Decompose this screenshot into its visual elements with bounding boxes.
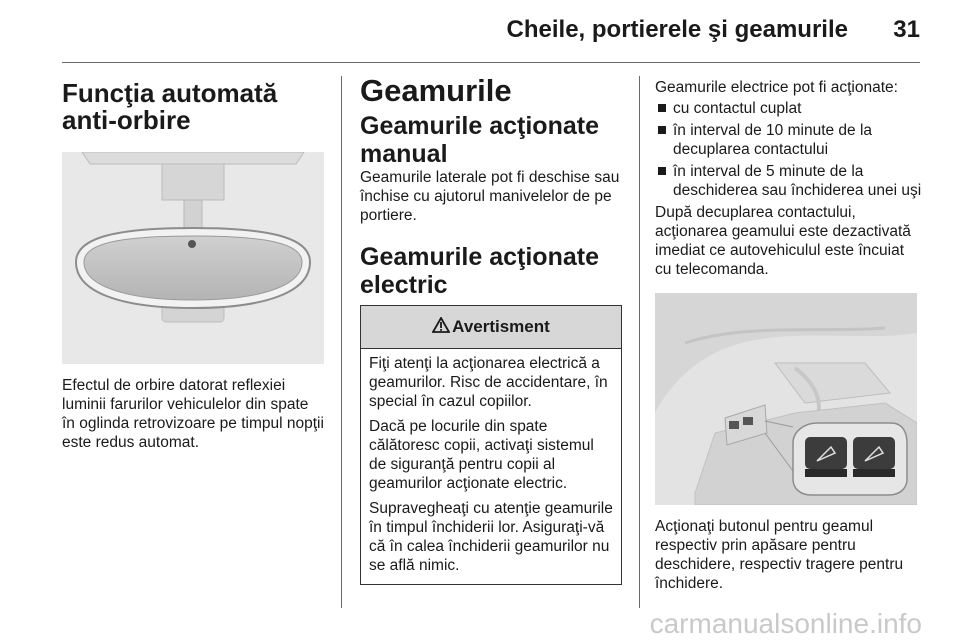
deactivation-text: După decuplarea contactului, acţionarea geamului este dezactivată imediat ce autovehiculul este încuiat cu telecomanda.: [655, 204, 911, 278]
heading-line: Geamurile acţionate: [360, 243, 599, 271]
page-number: 31: [893, 16, 920, 43]
list-item: [655, 121, 923, 159]
header-divider: [62, 62, 920, 63]
column-divider: [341, 76, 342, 608]
subsection-heading: [360, 243, 624, 299]
heading-line: electric: [360, 271, 448, 299]
warning-triangle-icon: [432, 317, 450, 338]
list-item-text: în interval de 10 minute de la decuplarea contactului: [673, 122, 873, 158]
bullet-square-icon: [658, 126, 666, 134]
header-title: Cheile, portierele şi geamurile: [506, 16, 848, 43]
page-header: [0, 0, 960, 62]
operation-text: Acţionaţi butonul pentru geamul respectiv prin apăsare pentru deschidere, respectiv tragere pentru închidere.: [655, 518, 904, 592]
list-item-text: cu contactul cuplat: [673, 100, 802, 117]
power-window-switch-illustration: [655, 293, 917, 505]
warning-paragraph: Dacă pe locurile din spate călătoresc copii, activaţi sistemul de siguranţă pentru copii al geamurilor acţionate electric.: [369, 418, 594, 492]
heading-line: Funcţia automată: [62, 78, 278, 108]
bullet-square-icon: [658, 104, 666, 112]
subsection-heading: [360, 112, 624, 168]
intro-text: Geamurile electrice pot fi acţionate:: [655, 79, 898, 96]
heading-line: Geamurile acţionate: [360, 112, 599, 140]
column-divider: [639, 76, 640, 608]
bullet-square-icon: [658, 167, 666, 175]
heading-line: anti-orbire: [62, 105, 191, 135]
section-heading: [62, 80, 324, 134]
column-power-windows: [655, 64, 923, 593]
warning-title: Avertisment: [452, 317, 550, 336]
column-anti-glare: [62, 64, 324, 452]
list-item: [655, 162, 923, 200]
heading-line: manual: [360, 140, 448, 168]
site-watermark: carmanualsonline.info: [649, 608, 922, 639]
warning-header: [361, 306, 621, 349]
anti-glare-description: Efectul de orbire datorat reflexiei luminii farurilor vehiculelor din spate în oglinda retrovizoare pe timpul nopţii este redus automat.: [62, 377, 324, 451]
warning-paragraph: Supravegheaţi cu atenţie geamurile în timpul închiderii lor. Asiguraţi-vă că în calea închiderii geamurilor nu se află nimic.: [369, 500, 613, 574]
conditions-list: [655, 99, 923, 200]
manual-windows-text: Geamurile laterale pot fi deschise sau închise cu ajutorul manivelelor de pe portiere.: [360, 169, 620, 224]
warning-body: [361, 349, 621, 584]
section-title: Geamurile: [360, 73, 512, 108]
warning-paragraph: Fiţi atenţi la acţionarea electrică a geamurilor. Risc de accidentare, în special în cazul copiilor.: [369, 355, 608, 410]
column-windows: [360, 64, 624, 585]
list-item: [655, 99, 923, 118]
rearview-mirror-illustration: [62, 152, 324, 364]
list-item-text: în interval de 5 minute de la deschiderea sau închiderea unei uşi: [673, 163, 922, 199]
warning-box: [360, 305, 622, 585]
